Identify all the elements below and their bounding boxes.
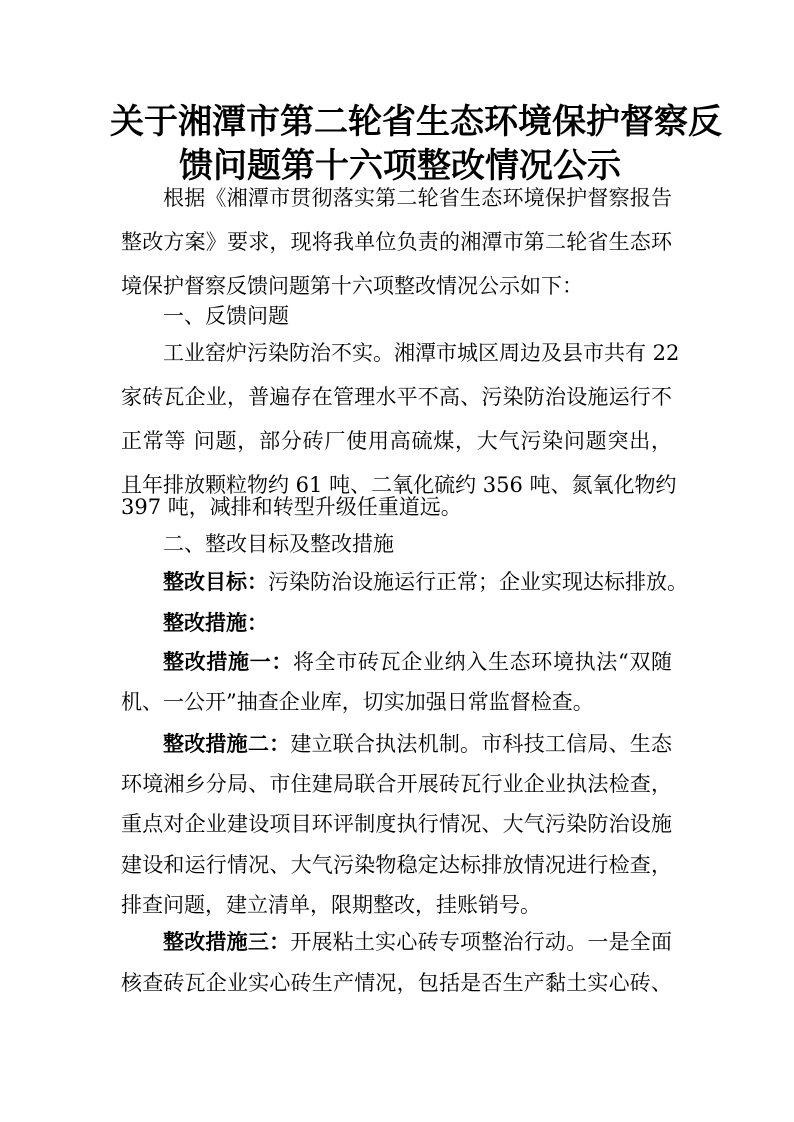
goal-text: 污染防治设施运行正常；企业实现达标排放。 (268, 570, 688, 594)
problem-line-1: 工业窑炉污染防治不实。湘潭市城区周边及县市共有 22 (163, 341, 680, 365)
measure2-line-5: 排查问题，建立清单，限期整改，挂账销号。 (121, 893, 541, 917)
goal-label: 整改目标： (163, 570, 268, 594)
measure2-line-3: 重点对企业建设项目环评制度执行情况、大气污染防治设施 (121, 812, 672, 836)
problem-line-3: 正常等 问题，部分砖厂使用高硫煤，大气污染问题突出， (121, 429, 672, 453)
document-title-line-1: 关于湘潭市第二轮省生态环境保护督察反 (110, 102, 722, 142)
measure2-line-1 (163, 722, 672, 766)
section-heading-measures: 二、整改目标及整改措施 (163, 532, 394, 556)
intro-line-3: 境保护督察反馈问题第十六项整改情况公示如下： (121, 274, 583, 298)
section-heading-feedback: 一、反馈问题 (163, 304, 289, 328)
measure2-line-2: 环境湘乡分局、市住建局联合开展砖瓦行业企业执法检查， (121, 772, 672, 796)
intro-line-1: 根据《湘潭市贯彻落实第二轮省生态环境保护督察报告 (163, 186, 672, 210)
measures-label: 整改措施： (163, 611, 268, 635)
goal-paragraph (163, 560, 688, 604)
problem-line-2: 家砖瓦企业，普遍存在管理水平不高、污染防治设施运行不 (121, 385, 672, 409)
document-title-line-2: 馈问题第十六项整改情况公示 (179, 146, 621, 186)
intro-line-2: 整改方案》要求，现将我单位负责的湘潭市第二轮省生态环 (121, 230, 672, 254)
measure3-line-1 (163, 920, 672, 964)
measure1-label: 整改措施一： (163, 650, 293, 674)
measure3-label: 整改措施三： (163, 930, 291, 954)
problem-line-5: 397 吨，减排和转型升级任重道远。 (121, 495, 462, 519)
measure2-text: 建立联合执法机制。市科技工信局、生态 (290, 732, 673, 756)
measure1-line-2: 机、一公开”抽查企业库，切实加强日常监督检查。 (121, 690, 594, 714)
measure2-line-4: 建设和运行情况、大气污染物稳定达标排放情况进行检查， (121, 853, 672, 877)
measure3-text: 开展粘土实心砖专项整治行动。一是全面 (290, 930, 673, 954)
measure3-line-2: 核查砖瓦企业实心砖生产情况，包括是否生产黏土实心砖、 (121, 971, 672, 995)
problem-line-4: 且年排放颗粒物约 61 吨、二氧化硫约 356 吨、氮氧化物约 (121, 473, 677, 497)
measure2-label: 整改措施二： (163, 732, 291, 756)
measure1-text: 将全市砖瓦企业纳入生态环境执法“双随 (292, 650, 673, 674)
measure1-line-1 (163, 640, 672, 684)
